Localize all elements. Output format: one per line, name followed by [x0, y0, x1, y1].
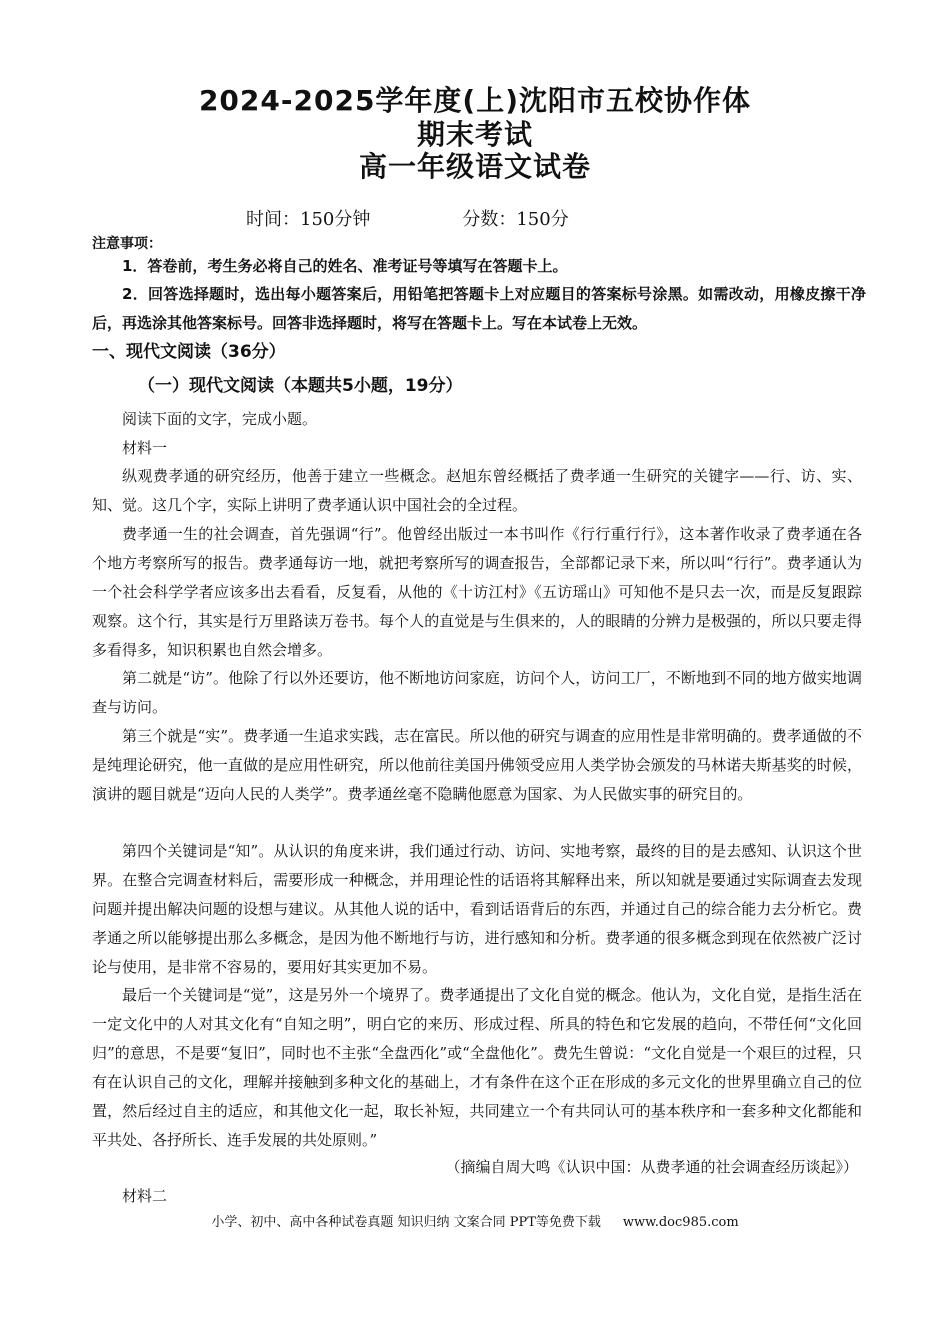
exam-title-line3: 高一年级语文试卷 — [358, 150, 591, 183]
footer-url[interactable]: www.doc985.com — [622, 1215, 739, 1230]
paragraph: 第二就是“访”。他除了行以外还要访，他不断地访问家庭，访问个人，访问工厂，不断地到不同的地方做实地调查与访问。 — [92, 669, 862, 716]
notice-item-1: 1．答卷前，考生务必将自己的姓名、准考证号等填写在答题卡上。 — [122, 257, 568, 275]
exam-time-score — [246, 207, 569, 233]
page-footer — [0, 1211, 950, 1235]
subsection-heading: （一）现代文阅读（本题共5小题，19分） — [138, 376, 463, 396]
section-heading: 一、现代文阅读（36分） — [92, 342, 286, 362]
exam-score: 分数：150分 — [462, 209, 569, 230]
notice-item-2: 2．回答选择题时，选出每小题答案后，用铅笔把答题卡上对应题目的答案标号涂黑。如需改动，用橡皮擦干净后，再选涂其他答案标号。回答非选择题时，将写在答题卡上。写在本试卷上无效。 — [92, 285, 866, 332]
notice-heading: 注意事项： — [92, 236, 162, 252]
source-citation: （摘编自周大鸣《认识中国：从费孝通的社会调查经历谈起》） — [445, 1158, 858, 1176]
reading-instruction: 阅读下面的文字，完成小题。 — [122, 410, 318, 428]
paragraph: 最后一个关键词是“觉”，这是另外一个境界了。费孝通提出了文化自觉的概念。他认为，文化自觉，是指生活在一定文化中的人对其文化有“自知之明”，明白它的来历、形成过程、所具的特色和它发展的趋向，不带任何“文化回归”的意思，不是要“复旧”，同时也不主张“全盘西化”或“全盘他化”。费先生曾说：“文化自觉是一个艰巨的过程，只有在认识自己的文化，理解并接触到多种文化的基础上，才有条件在这个正在形成的多元文化的世界里确立自己的位置，然后经过自主的适应，和其他文化一起，取长补短，共同建立一个有共同认可的基本秩序和一套多种文化都能和平共处、各抒所长、连手发展的共处原则。” — [92, 986, 862, 1149]
exam-title-line1: 2024-2025学年度(上)沈阳市五校协作体 — [198, 84, 752, 117]
material-2-label: 材料二 — [122, 1187, 168, 1205]
paragraph: 第三个就是“实”。费孝通一生追求实践，志在富民。所以他的研究与调查的应用性是非常明确的。费孝通做的不是纯理论研究，他一直做的是应用性研究，所以他前往美国丹佛领受应用人类学协会颁发的马林诺夫斯基奖的时候，演讲的题目就是“迈向人民的人类学”。费孝通丝毫不隐瞒他愿意为国家、为人民做实事的研究目的。 — [92, 727, 862, 803]
exam-time: 时间：150分钟 — [246, 209, 371, 230]
exam-title-line2: 期末考试 — [416, 118, 533, 151]
paragraph: 纵观费孝通的研究经历，他善于建立一些概念。赵旭东曾经概括了费孝通一生研究的关键字——行、访、实、知、觉。这几个字，实际上讲明了费孝通认识中国社会的全过程。 — [92, 467, 862, 514]
paragraph: 费孝通一生的社会调查，首先强调“行”。他曾经出版过一本书叫作《行行重行行》，这本著作收录了费孝通在各个地方考察所写的报告。费孝通每访一地，就把考察所写的调查报告，全部都记录下来，所以叫“行行”。费孝通认为一个社会科学学者应该多出去看看，反复看，从他的《十访江村》《五访瑶山》可知他不是只去一次，而是反复跟踪观察。这个行，其实是行万里路读万卷书。每个人的直觉是与生俱来的，人的眼睛的分辨力是极强的，所以只要走得多看得多，知识积累也自然会增多。 — [92, 525, 862, 659]
footer-text: 小学、初中、高中各种试卷真题 知识归纳 文案合同 PPT等免费下载 — [211, 1215, 601, 1230]
material-1-label: 材料一 — [122, 439, 168, 457]
paragraph: 第四个关键词是“知”。从认识的角度来讲，我们通过行动、访问、实地考察，最终的目的是去感知、认识这个世界。在整合完调查材料后，需要形成一种概念，并用理论性的话语将其解释出来，所以知就是要通过实际调查去发现问题并提出解决问题的设想与建议。从其他人说的话中，看到话语背后的东西，并通过自己的综合能力去分析它。费孝通之所以能够提出那么多概念，是因为他不断地行与访，进行感知和分析。费孝通的很多概念到现在依然被广泛讨论与使用，是非常不容易的，要用好其实更加不易。 — [92, 842, 862, 976]
